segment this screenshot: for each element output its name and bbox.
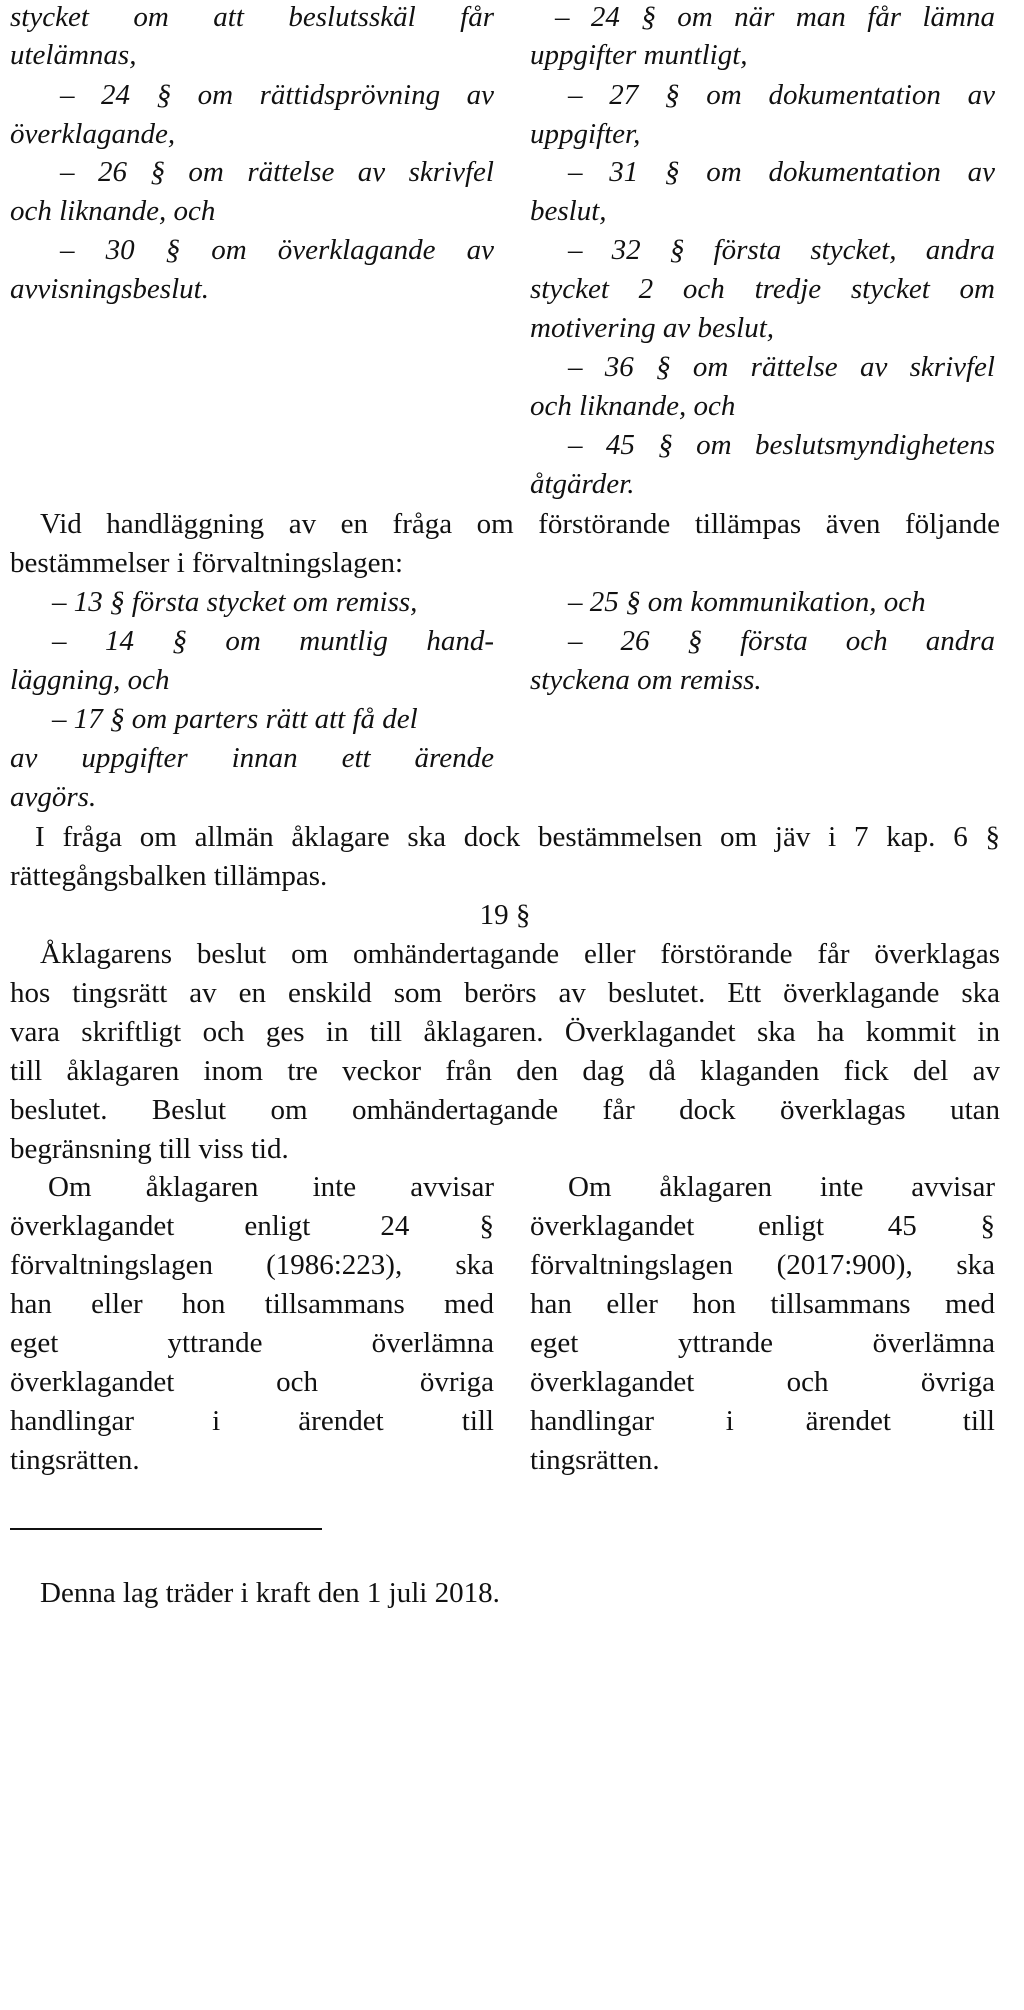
top-right-line: och liknande, och [530, 390, 736, 422]
mid-left-line: – 17 § om parters rätt att få del [52, 703, 418, 735]
mid-left-line: läggning, och [10, 664, 170, 696]
mid-right-line: – 26 § första och andra [568, 625, 995, 657]
footnote-rule [10, 1528, 322, 1530]
paragraph-line: begränsning till viss tid. [10, 1133, 289, 1165]
top-right-line: uppgifter, [530, 118, 641, 150]
mid-left-line: av uppgifter innan ett ärende [10, 742, 494, 774]
top-right-line: – 45 § om beslutsmyndighetens [568, 429, 995, 461]
paragraph-line: vara skriftligt och ges in till åklagaren. Överklagandet ska ha kommit in [10, 1016, 1000, 1048]
bottom-right-line: tingsrätten. [530, 1444, 660, 1476]
bottom-left-line: förvaltningslagen (1986:223), ska [10, 1249, 494, 1281]
mid-right-line: – 25 § om kommunikation, och [568, 586, 926, 618]
mid-left-line: avgörs. [10, 781, 97, 813]
bottom-left-line: eget yttrande överlämna [10, 1327, 494, 1359]
top-right-line: – 36 § om rättelse av skrivfel [568, 351, 995, 383]
top-right-line: motivering av beslut, [530, 312, 775, 344]
top-right-line: åtgärder. [530, 468, 635, 500]
mid-left-line: – 14 § om muntlig hand- [52, 625, 494, 657]
footnote-text: Denna lag träder i kraft den 1 juli 2018. [40, 1577, 500, 1609]
top-right-line: – 31 § om dokumentation av [568, 156, 995, 188]
top-right-line: – 32 § första stycket, andra [568, 234, 995, 266]
bottom-left-line: tingsrätten. [10, 1444, 140, 1476]
top-left-line: och liknande, och [10, 195, 216, 227]
top-left-line: – 30 § om överklagande av [60, 234, 494, 266]
top-right-line: – 27 § om dokumentation av [568, 79, 995, 111]
paragraph-line: Åklagarens beslut om omhändertagande eller förstörande får överklagas [40, 938, 1000, 970]
top-right-line: stycket 2 och tredje stycket om [530, 273, 995, 305]
bottom-right-line: överklagandet enligt 45 § [530, 1210, 995, 1242]
paragraph-line: till åklagaren inom tre veckor från den dag då klaganden fick del av [10, 1055, 1000, 1087]
bottom-right-line: överklagandet och övriga [530, 1366, 995, 1398]
top-right-line: – 24 § om när man får lämna [555, 1, 995, 33]
bottom-right-line: förvaltningslagen (2017:900), ska [530, 1249, 995, 1281]
top-left-line: – 24 § om rättidsprövning av [60, 79, 494, 111]
paragraph-line: Vid handläggning av en fråga om förstörande tillämpas även följande [40, 508, 1000, 540]
bottom-left-line: han eller hon tillsammans med [10, 1288, 494, 1320]
section-heading: 19 § [479, 899, 531, 931]
top-right-line: beslut, [530, 195, 607, 227]
top-left-line: utelämnas, [10, 39, 137, 71]
bottom-right-line: eget yttrande överlämna [530, 1327, 995, 1359]
bottom-right-line: handlingar i ärendet till [530, 1405, 995, 1437]
bottom-left-line: handlingar i ärendet till [10, 1405, 494, 1437]
bottom-left-line: Om åklagaren inte avvisar [48, 1171, 494, 1203]
top-left-line: stycket om att beslutsskäl får [10, 1, 494, 33]
mid-right-line: styckena om remiss. [530, 664, 762, 696]
bottom-left-line: överklagandet och övriga [10, 1366, 494, 1398]
bottom-right-line: han eller hon tillsammans med [530, 1288, 995, 1320]
paragraph-line: rättegångsbalken tillämpas. [10, 860, 328, 892]
top-right-line: uppgifter muntligt, [530, 39, 748, 71]
paragraph-line: bestämmelser i förvaltningslagen: [10, 547, 404, 579]
top-left-line: överklagande, [10, 118, 176, 150]
bottom-left-line: överklagandet enligt 24 § [10, 1210, 494, 1242]
mid-left-line: – 13 § första stycket om remiss, [52, 586, 418, 618]
top-left-line: avvisningsbeslut. [10, 273, 209, 305]
paragraph-line: beslutet. Beslut om omhändertagande får dock överklagas utan [10, 1094, 1000, 1126]
paragraph-line: hos tingsrätt av en enskild som berörs av beslutet. Ett överklagande ska [10, 977, 1000, 1009]
top-left-line: – 26 § om rättelse av skrivfel [60, 156, 494, 188]
paragraph-line: I fråga om allmän åklagare ska dock bestämmelsen om jäv i 7 kap. 6 § [35, 821, 1000, 853]
bottom-right-line: Om åklagaren inte avvisar [568, 1171, 995, 1203]
